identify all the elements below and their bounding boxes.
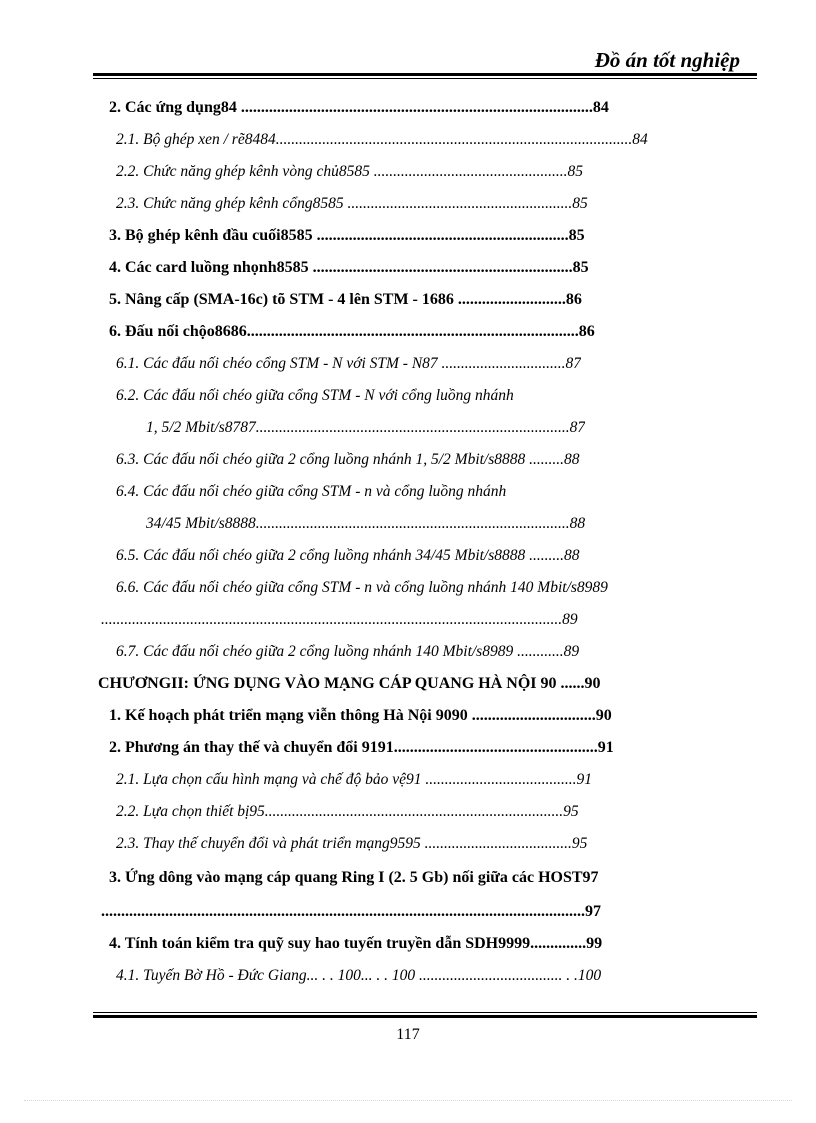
toc-entry-6-5[interactable]: 6.5. Các đấu nối chéo giữa 2 cổng luồng nhánh 34/45 Mbit/s8888 .........88 [116,547,580,564]
toc-entry-5-nang-cap[interactable]: 5. Nâng cấp (SMA-16c) tõ STM - 4 lên STM - 1686 ...........................86 [109,291,582,308]
toc-entry-ch2-2-1[interactable]: 2.1. Lựa chọn cấu hình mạng và chế độ bảo vệ91 .......................................91 [116,771,592,788]
toc-entry-6-2[interactable]: 6.2. Các đấu nối chéo giữa cổng STM - N với cổng luồng nhánh [116,387,514,404]
footer-rule [93,1012,757,1018]
toc-entry-ch2-2-3[interactable]: 2.3. Thay thế chuyển đổi và phát triển mạng9595 ......................................95 [116,835,588,852]
toc-entry-6-6[interactable]: 6.6. Các đấu nối chéo giữa cổng STM - n và cổng luồng nhánh 140 Mbit/s8989 [116,579,608,596]
toc-entry-2-3[interactable]: 2.3. Chức năng ghép kênh cổng8585 ..........................................................85 [116,195,588,212]
toc-entry-6-dau-noi[interactable]: 6. Đấu nối chộo8686...................................................................................86 [109,323,595,340]
toc-entry-ch2-3-continued[interactable]: .........................................................................................................................97 [101,903,601,920]
page-bottom-divider [24,1100,792,1101]
toc-entry-2-2[interactable]: 2.2. Chức năng ghép kênh vòng chủ8585 ..................................................85 [116,163,583,180]
toc-entry-6-4[interactable]: 6.4. Các đấu nối chéo giữa cổng STM - n và cổng luồng nhánh [116,483,507,500]
toc-entry-6-4-continued[interactable]: 34/45 Mbit/s8888.................................................................................88 [146,515,586,532]
toc-entry-4-card-luong[interactable]: 4. Các card luồng nhọnh8585 .................................................................85 [109,259,589,276]
page-number: 117 [396,1026,420,1043]
toc-entry-ch2-2[interactable]: 2. Phương án thay thế và chuyển đổi 9191...................................................91 [109,739,614,756]
toc-entry-6-3[interactable]: 6.3. Các đấu nối chéo giữa 2 cổng luồng nhánh 1, 5/2 Mbit/s8888 .........88 [116,451,580,468]
toc-entry-ch2-4-1[interactable]: 4.1. Tuyến Bờ Hồ - Đức Giang... . . 100... . . 100 ..................................... . .100 [116,967,602,984]
header-rule [93,73,757,79]
toc-entry-chapter-ii[interactable]: CHƯƠNGII: ỨNG DỤNG VÀO MẠNG CÁP QUANG HÀ NỘI 90 ......90 [98,675,601,692]
toc-entry-ch2-1[interactable]: 1. Kế hoạch phát triển mạng viễn thông Hà Nội 9090 ...............................90 [109,707,612,724]
toc-entry-6-7[interactable]: 6.7. Các đấu nối chéo giữa 2 cổng luồng nhánh 140 Mbit/s8989 ............89 [116,643,580,660]
toc-entry-ch2-2-2[interactable]: 2.2. Lựa chọn thiết bị95.............................................................................95 [116,803,579,820]
toc-entry-3-bo-ghep-kenh[interactable]: 3. Bộ ghép kênh đầu cuối8585 ...............................................................85 [109,227,585,244]
toc-entry-6-6-continued[interactable]: .......................................................................................................................89 [101,611,578,628]
toc-entry-6-1[interactable]: 6.1. Các đấu nối chéo cổng STM - N với STM - N87 ................................87 [116,355,582,372]
document-header-title: Đồ án tốt nghiệp [594,48,740,72]
toc-entry-2-1[interactable]: 2.1. Bộ ghép xen / rẽ8484............................................................................................84 [116,131,648,148]
toc-entry-ch2-4[interactable]: 4. Tính toán kiểm tra quỹ suy hao tuyến truyền dẫn SDH9999..............99 [109,935,603,952]
toc-entry-2-cac-ung-dung[interactable]: 2. Các ứng dụng84 ........................................................................................84 [109,99,609,116]
toc-entry-ch2-3[interactable]: 3. Ứng dông vào mạng cáp quang Ring I (2. 5 Gb) nối giữa các HOST97 [109,869,599,886]
toc-entry-6-2-continued[interactable]: 1, 5/2 Mbit/s8787.................................................................................87 [146,419,586,436]
